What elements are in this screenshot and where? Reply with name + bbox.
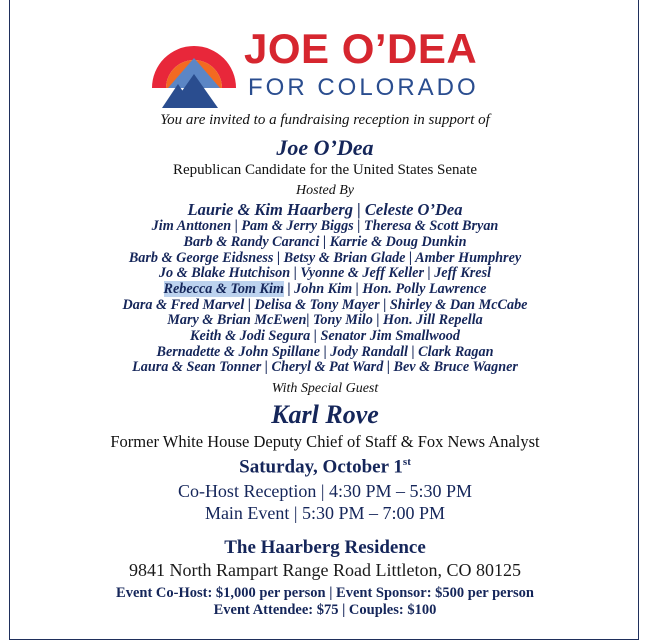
host-line: Mary & Brian McEwen| Tony Milo | Hon. Jill Repella bbox=[167, 312, 483, 328]
host-line: Barb & Randy Caranci | Karrie & Doug Dunkin bbox=[183, 234, 467, 250]
guest-name: Karl Rove bbox=[271, 400, 379, 429]
sunrise-mountain-icon bbox=[148, 22, 240, 108]
host-line: Laura & Sean Tonner | Cheryl & Pat Ward | Bev & Bruce Wagner bbox=[132, 359, 518, 375]
candidate-title: Republican Candidate for the United States Senate bbox=[172, 162, 478, 178]
hosted-by-label: Hosted By bbox=[296, 183, 354, 198]
host-line bbox=[0, 282, 650, 298]
logo-subtitle: FOR COLORADO bbox=[248, 74, 479, 101]
host-line: Dara & Fred Marvel | Delisa & Tony Mayer | Shirley & Dan McCabe bbox=[122, 297, 528, 313]
lead-hosts: Laurie & Kim Haarberg | Celeste O’Dea bbox=[187, 200, 463, 219]
special-guest-label: With Special Guest bbox=[271, 381, 379, 396]
host-line: Jim Anttonen | Pam & Jerry Biggs | Theresa & Scott Bryan bbox=[151, 218, 499, 234]
host-line: Jo & Blake Hutchison | Vyonne & Jeff Keller | Jeff Kresl bbox=[158, 265, 492, 281]
pricing-line: Event Co-Host: $1,000 per person | Event Sponsor: $500 per person bbox=[116, 585, 534, 601]
event-date-suffix: st bbox=[402, 456, 411, 468]
venue-name: The Haarberg Residence bbox=[224, 537, 426, 558]
host-line-rest: | John Kim | Hon. Polly Lawrence bbox=[283, 281, 487, 297]
pricing-line: Event Attendee: $75 | Couples: $100 bbox=[213, 602, 437, 618]
event-date-text: Saturday, October 1 bbox=[239, 456, 403, 478]
logo-name: JOE O’DEA bbox=[244, 25, 478, 72]
event-date bbox=[0, 456, 650, 478]
main-event-time: Main Event | 5:30 PM – 7:00 PM bbox=[204, 503, 446, 523]
highlighted-host: Rebecca & Tom Kim bbox=[163, 281, 284, 297]
invitation-text: You are invited to a fundraising reception in support of bbox=[160, 112, 490, 128]
host-line: Bernadette & John Spillane | Jody Randall | Clark Ragan bbox=[156, 344, 494, 360]
host-line: Barb & George Eidsness | Betsy & Brian Glade | Amber Humphrey bbox=[128, 250, 522, 266]
guest-title: Former White House Deputy Chief of Staff & Fox News Analyst bbox=[110, 432, 540, 451]
cohost-reception-time: Co-Host Reception | 4:30 PM – 5:30 PM bbox=[177, 481, 473, 501]
host-line: Keith & Jodi Segura | Senator Jim Smallwood bbox=[190, 328, 460, 344]
venue-address: 9841 North Rampart Range Road Littleton, CO 80125 bbox=[129, 560, 521, 580]
candidate-name: Joe O’Dea bbox=[276, 135, 374, 160]
campaign-logo bbox=[148, 22, 508, 108]
